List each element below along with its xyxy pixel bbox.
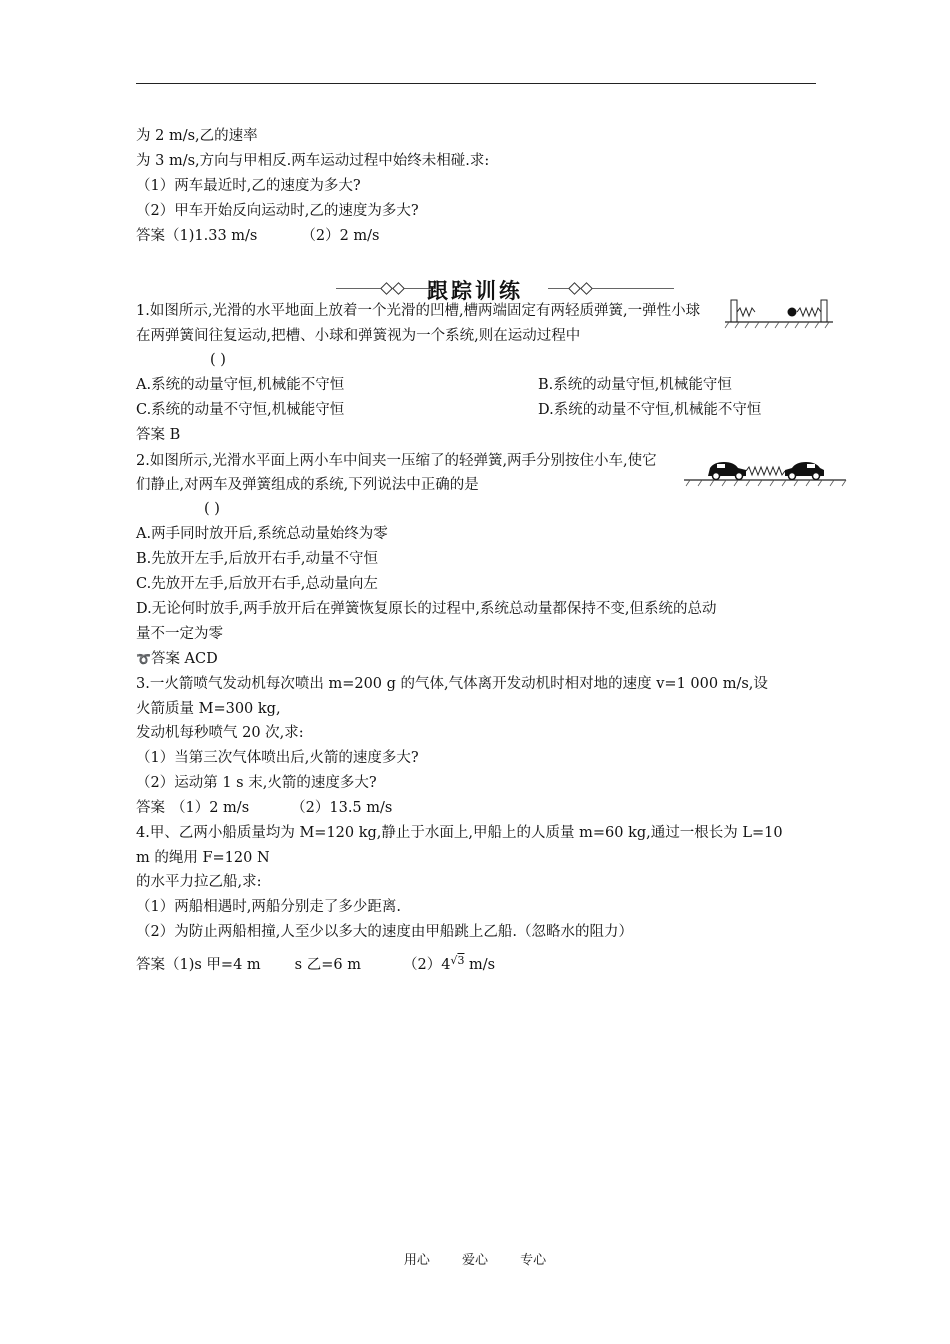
q1-blank: ( ) <box>210 352 226 368</box>
answer-label: 答案 <box>136 957 165 973</box>
header-rule <box>136 83 816 84</box>
footer-text: 专心 <box>520 1253 547 1268</box>
sqrt-symbol: √3 <box>450 954 465 967</box>
text-line: 为 3 m/s,方向与甲相反.两车运动过程中始终未相碰.求: <box>136 153 490 169</box>
q2-option-c: C.先放开左手,后放开右手,总动量向左 <box>136 576 378 592</box>
q4-answer-2-prefix: （2）4 <box>402 957 451 973</box>
page-footer <box>0 1249 950 1268</box>
text-line: （2）甲车开始反向运动时,乙的速度为多大? <box>136 203 419 219</box>
q4-line-2: m 的绳用 F=120 N <box>136 850 270 866</box>
q3-answer-line <box>136 798 392 818</box>
q1-option-d: D.系统的动量不守恒,机械能不守恒 <box>538 402 762 418</box>
q4-sub-1: （1）两船相遇时,两船分别走了多少距离. <box>136 899 401 915</box>
footer-text: 用心 <box>403 1253 430 1268</box>
section-title: 跟踪训练 <box>427 279 523 303</box>
text-line: 为 2 m/s,乙的速率 <box>136 128 258 144</box>
q4-answer-line <box>136 955 495 976</box>
answer-part-2: （2）2 m/s <box>301 228 380 244</box>
q2-option-b: B.先放开左手,后放开右手,动量不守恒 <box>136 551 378 567</box>
diamond-icon <box>580 282 593 295</box>
q2-line-1: 2.如图所示,光滑水平面上两小车中间夹一压缩了的轻弹簧,两手分别按住小车,使它 <box>136 453 657 469</box>
sqrt-radicand: 3 <box>457 954 465 967</box>
q3-sub-1: （1）当第三次气体喷出后,火箭的速度多大? <box>136 750 419 766</box>
q2-option-a: A.两手同时放开后,系统总动量始终为零 <box>136 526 388 542</box>
q2-option-d-cont: 量不一定为零 <box>136 626 223 642</box>
q1-answer: 答案 B <box>136 427 181 443</box>
answer-label: 答案 <box>136 228 165 244</box>
diamond-icon <box>568 282 581 295</box>
groove-spring-ball-figure <box>725 298 835 330</box>
q4-sub-2: （2）为防止两船相撞,人至少以多大的速度由甲船跳上乙船.（忽略水的阻力） <box>136 924 633 940</box>
q1-option-b: B.系统的动量守恒,机械能守恒 <box>538 377 732 393</box>
q1-option-c: C.系统的动量不守恒,机械能守恒 <box>136 402 345 418</box>
q3-answer-2: （2）13.5 m/s <box>291 800 393 816</box>
q2-answer-line <box>136 649 218 669</box>
q2-blank: ( ) <box>204 501 220 517</box>
footer-text: 爱心 <box>461 1253 488 1268</box>
q3-sub-2: （2）运动第 1 s 末,火箭的速度多大? <box>136 775 377 791</box>
answer-part-1: （1)1.33 m/s <box>165 228 258 244</box>
squiggle-icon: ➰ <box>136 652 151 666</box>
answer-label: 答案 <box>136 800 165 816</box>
q1-line-1: 1.如图所示,光滑的水平地面上放着一个光滑的凹槽,槽两端固定有两轻质弹簧,一弹性小球 <box>136 303 701 319</box>
two-cars-spring-figure <box>684 456 849 488</box>
answer-line <box>136 226 380 246</box>
q2-answer: 答案 ACD <box>150 651 218 667</box>
q4-line-1: 4.甲、乙两小船质量均为 M=120 kg,静止于水面上,甲船上的人质量 m=60 kg,通过一根长为 L=10 <box>136 825 783 841</box>
q4-answer-1: （1)s 甲=4 m <box>165 957 261 973</box>
q1-option-a: A.系统的动量守恒,机械能不守恒 <box>136 377 345 393</box>
q2-option-d: D.无论何时放手,两手放开后在弹簧恢复原长的过程中,系统总动量都保持不变,但系统的总动 <box>136 601 717 617</box>
text-line: （1）两车最近时,乙的速度为多大? <box>136 178 361 194</box>
q4-answer-1b: s 乙=6 m <box>294 957 361 973</box>
q3-answer-1: （1）2 m/s <box>171 800 250 816</box>
q4-line-3: 的水平力拉乙船,求: <box>136 874 262 890</box>
q2-line-2: 们静止,对两车及弹簧组成的系统,下列说法中正确的是 <box>136 477 479 493</box>
q4-answer-2-unit: m/s <box>469 957 496 973</box>
q3-line-2: 火箭质量 M=300 kg, <box>136 701 281 717</box>
q3-line-1: 3.一火箭喷气发动机每次喷出 m=200 g 的气体,气体离开发动机时相对地的速度 v=1 000 m/s,设 <box>136 676 768 692</box>
q3-line-3: 发动机每秒喷气 20 次,求: <box>136 725 304 741</box>
q1-line-2: 在两弹簧间往复运动,把槽、小球和弹簧视为一个系统,则在运动过程中 <box>136 328 581 344</box>
